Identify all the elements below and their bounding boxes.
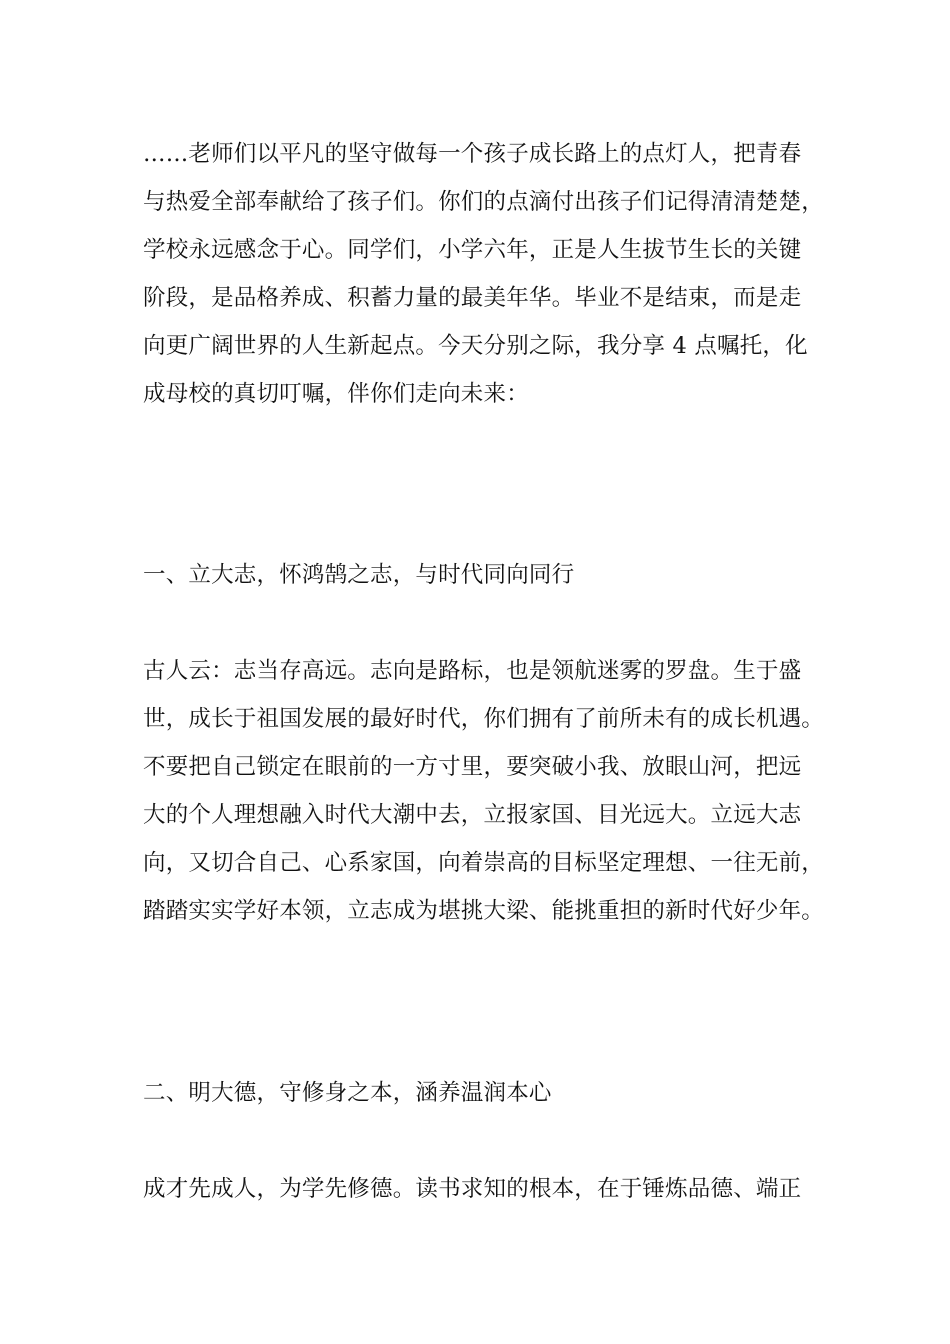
paragraph-line: 大的个人理想融入时代大潮中去，立报家国、目光远大。立远大志 bbox=[143, 802, 802, 828]
heading-text: 一、立大志，怀鸿鹄之志，与时代同向同行 bbox=[143, 562, 575, 588]
paragraph-line: 与热爱全部奉献给了孩子们。你们的点滴付出孩子们记得清清楚楚， bbox=[143, 189, 825, 215]
paragraph-line: 学校永远感念于心。同学们，小学六年，正是人生拔节生长的关键 bbox=[143, 237, 802, 263]
paragraph-line: 成母校的真切叮嘱，伴你们走向未来： bbox=[143, 381, 529, 407]
paragraph-line: 踏踏实实学好本领，立志成为堪挑大梁、能挑重担的新时代好少年。 bbox=[143, 898, 825, 924]
section-heading-2 bbox=[143, 1069, 813, 1117]
paragraph-line: ……老师们以平凡的坚守做每一个孩子成长路上的点灯人，把青春 bbox=[143, 141, 802, 167]
intro-paragraph bbox=[143, 130, 825, 418]
paragraph-line: 阶段，是品格养成、积蓄力量的最美年华。毕业不是结束，而是走 bbox=[143, 285, 802, 311]
section-1-paragraph bbox=[143, 647, 825, 935]
paragraph-line: 不要把自己锁定在眼前的一方寸里，要突破小我、放眼山河，把远 bbox=[143, 754, 802, 780]
paragraph-line: 向，又切合自己、心系家国，向着崇高的目标坚定理想、一往无前， bbox=[143, 850, 825, 876]
paragraph-line: 向更广阔世界的人生新起点。今天分别之际，我分享 4 点嘱托，化 bbox=[143, 333, 808, 359]
paragraph-line: 古人云：志当存高远。志向是路标，也是领航迷雾的罗盘。生于盛 bbox=[143, 658, 802, 684]
paragraph-line: 成才先成人，为学先修德。读书求知的根本，在于锤炼品德、端正 bbox=[143, 1176, 802, 1202]
paragraph-line: 世，成长于祖国发展的最好时代，你们拥有了前所未有的成长机遇。 bbox=[143, 706, 825, 732]
heading-text: 二、明大德，守修身之本，涵养温润本心 bbox=[143, 1080, 552, 1106]
section-heading-1 bbox=[143, 551, 813, 599]
section-2-paragraph bbox=[143, 1165, 813, 1213]
